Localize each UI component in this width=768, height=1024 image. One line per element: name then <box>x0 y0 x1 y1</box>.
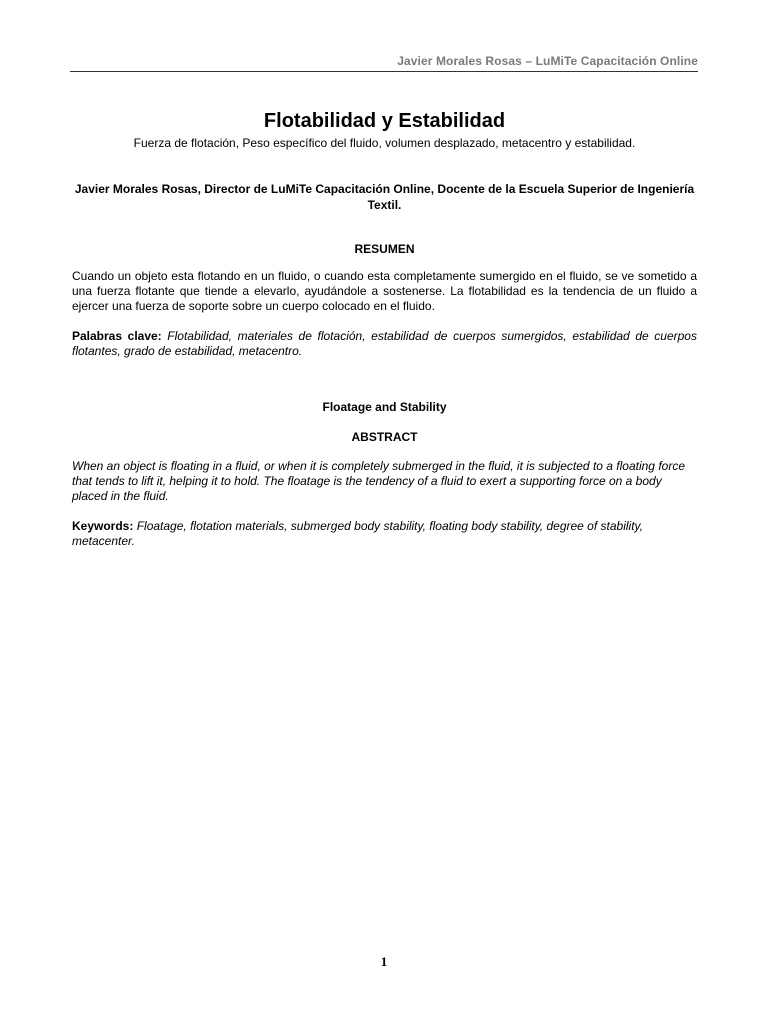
keywords-spanish <box>72 329 697 359</box>
abstract-heading: ABSTRACT <box>351 430 418 444</box>
resumen-heading: RESUMEN <box>354 242 415 256</box>
keywords-english <box>72 519 697 549</box>
running-header: Javier Morales Rosas – LuMiTe Capacitación Online <box>397 54 698 68</box>
page-number: 1 <box>380 954 388 969</box>
keywords-spanish-label: Palabras clave: <box>72 329 162 343</box>
keywords-english-label: Keywords: <box>72 519 134 533</box>
keywords-english-text: Floatage, flotation materials, submerged body stability, floating body stability, degree of stability, metacenter. <box>72 519 643 548</box>
page-content <box>72 108 697 549</box>
header-divider <box>70 71 698 72</box>
abstract-body: When an object is floating in a fluid, or when it is completely submerged in the fluid, it is subjected to a floating force that tends to lift it, helping it to hold. The floatage is the tendency of a fluid to exert a supporting force on a body placed in the fluid. <box>72 459 685 503</box>
resumen-body: Cuando un objeto esta flotando en un fluido, o cuando esta completamente sumergido en el fluido, se ve sometido a una fuerza flotante que tiende a elevarlo, ayudándole a sostenerse. La flotabilidad es la tendencia de un fluido a ejercer una fuerza de soporte sobre un cuerpo colocado en el fluido. <box>72 269 697 313</box>
paper-title: Flotabilidad y Estabilidad <box>263 110 506 132</box>
english-title: Floatage and Stability <box>322 400 447 414</box>
keywords-spanish-text: Flotabilidad, materiales de flotación, estabilidad de cuerpos sumergidos, estabilidad de cuerpos flotantes, grado de estabilidad, metacentro. <box>72 329 697 358</box>
author-line: Javier Morales Rosas, Director de LuMiTe Capacitación Online, Docente de la Escuela Superior de Ingeniería Textil. <box>74 182 695 212</box>
paper-subtitle: Fuerza de flotación, Peso específico del fluido, volumen desplazado, metacentro y estabilidad. <box>133 136 636 150</box>
